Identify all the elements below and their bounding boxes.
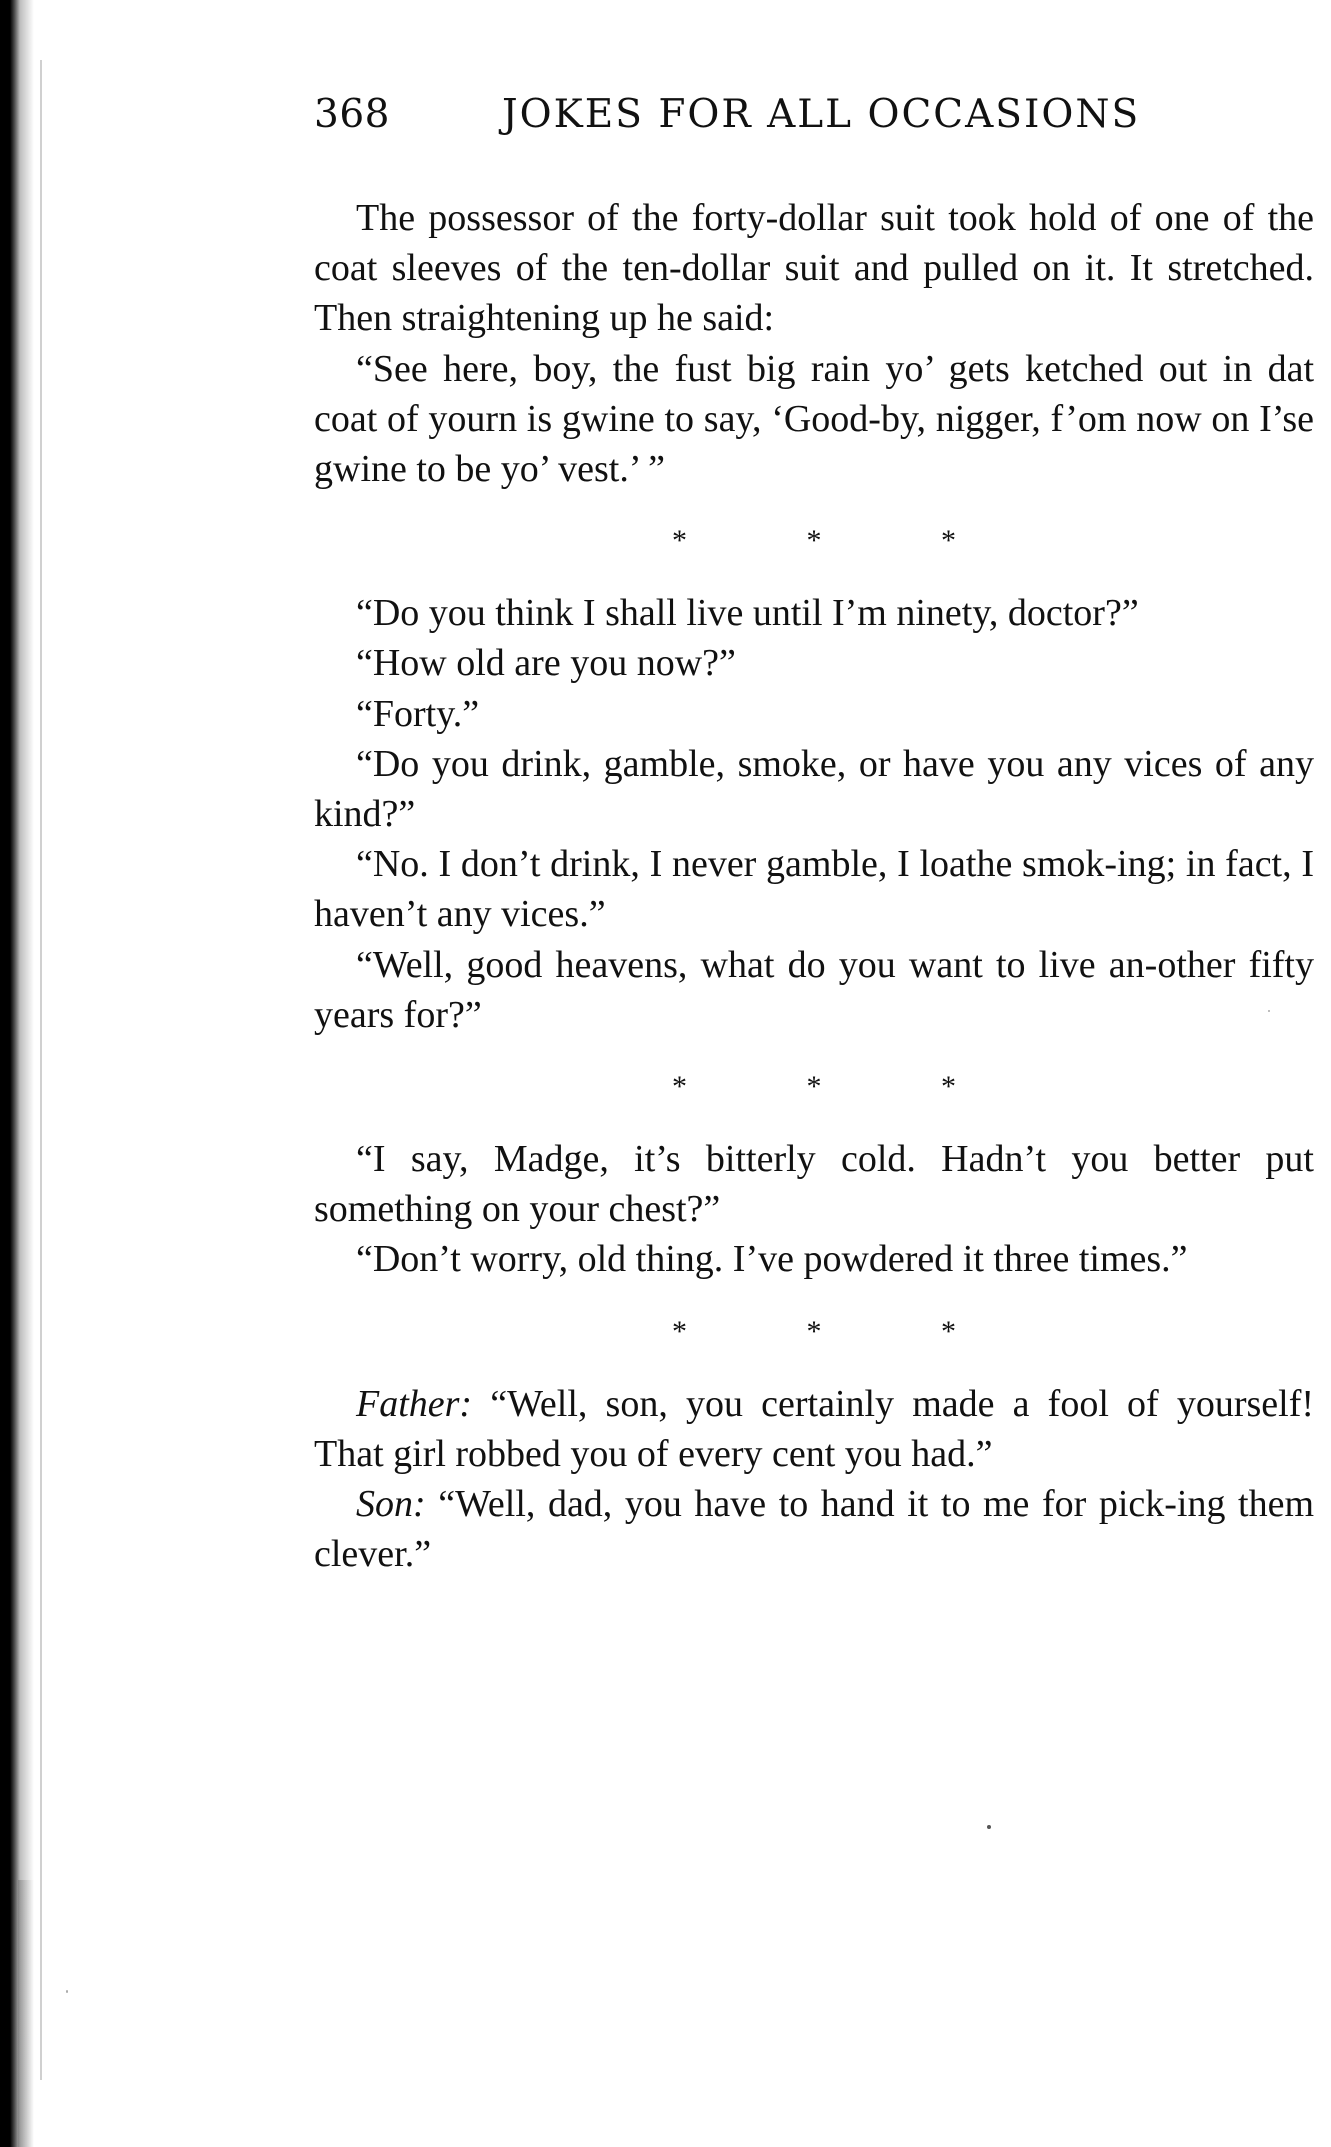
paragraph: “Do you think I shall live until I’m ninety, doctor?” [356, 592, 1139, 635]
paragraph: “I say, Madge, it’s bitterly cold. Hadn’t you better put something on your chest?” [314, 1138, 1314, 1231]
joke-suit [314, 193, 1314, 494]
paragraph: The possessor of the forty-dollar suit took hold of one of the coat sleeves of the ten-dollar suit and pulled on it. It stretched. Then straightening up he said: [314, 197, 1314, 340]
text-column [314, 193, 1314, 1579]
binding-mark [40, 60, 42, 2080]
paragraph: “How old are you now?” [356, 642, 736, 685]
speaker-label: Father: [356, 1382, 473, 1425]
scan-speck [987, 1825, 991, 1829]
paragraph: “Well, good heavens, what do you want to live an-other fifty years for?” [314, 943, 1314, 1036]
binding-streak [18, 1880, 34, 2147]
dialogue-text: “Well, dad, you have to hand it to me for pick-ing them clever.” [314, 1483, 1315, 1576]
paragraph: “See here, boy, the fust big rain yo’ gets ketched out in dat coat of yourn is gwine to say, ‘Good-by, nigger, f’om now on I’se gwine to be yo’ vest.’ ” [314, 347, 1314, 491]
paragraph: “No. I don’t drink, I never gamble, I loathe smok-ing; in fact, I haven’t any vices.” [314, 843, 1314, 936]
page-header [314, 92, 1314, 140]
joke-madge [314, 1134, 1314, 1285]
scan-speck [1268, 1010, 1270, 1012]
paragraph: “Don’t worry, old thing. I’ve powdered it three times.” [356, 1238, 1188, 1281]
running-head: JOKES FOR ALL OCCASIONS [502, 92, 1141, 137]
scan-speck [66, 1990, 68, 1993]
section-divider: * * * [672, 1314, 1012, 1348]
section-divider: * * * [672, 1070, 1012, 1104]
speaker-label: Son: [356, 1483, 426, 1526]
paragraph [314, 1479, 1314, 1579]
joke-father-son [314, 1379, 1314, 1580]
page-number: 368 [314, 92, 390, 137]
section-divider: * * * [672, 524, 1012, 558]
paragraph: “Forty.” [356, 692, 480, 735]
paragraph: “Do you drink, gamble, smoke, or have you any vices of any kind?” [314, 742, 1314, 836]
joke-doctor [314, 588, 1314, 1040]
dialogue-text: “Well, son, you certainly made a fool of yourself! That girl robbed you of every cent you had.” [314, 1382, 1314, 1475]
paragraph [314, 1379, 1314, 1479]
binding-edge [0, 0, 38, 2147]
